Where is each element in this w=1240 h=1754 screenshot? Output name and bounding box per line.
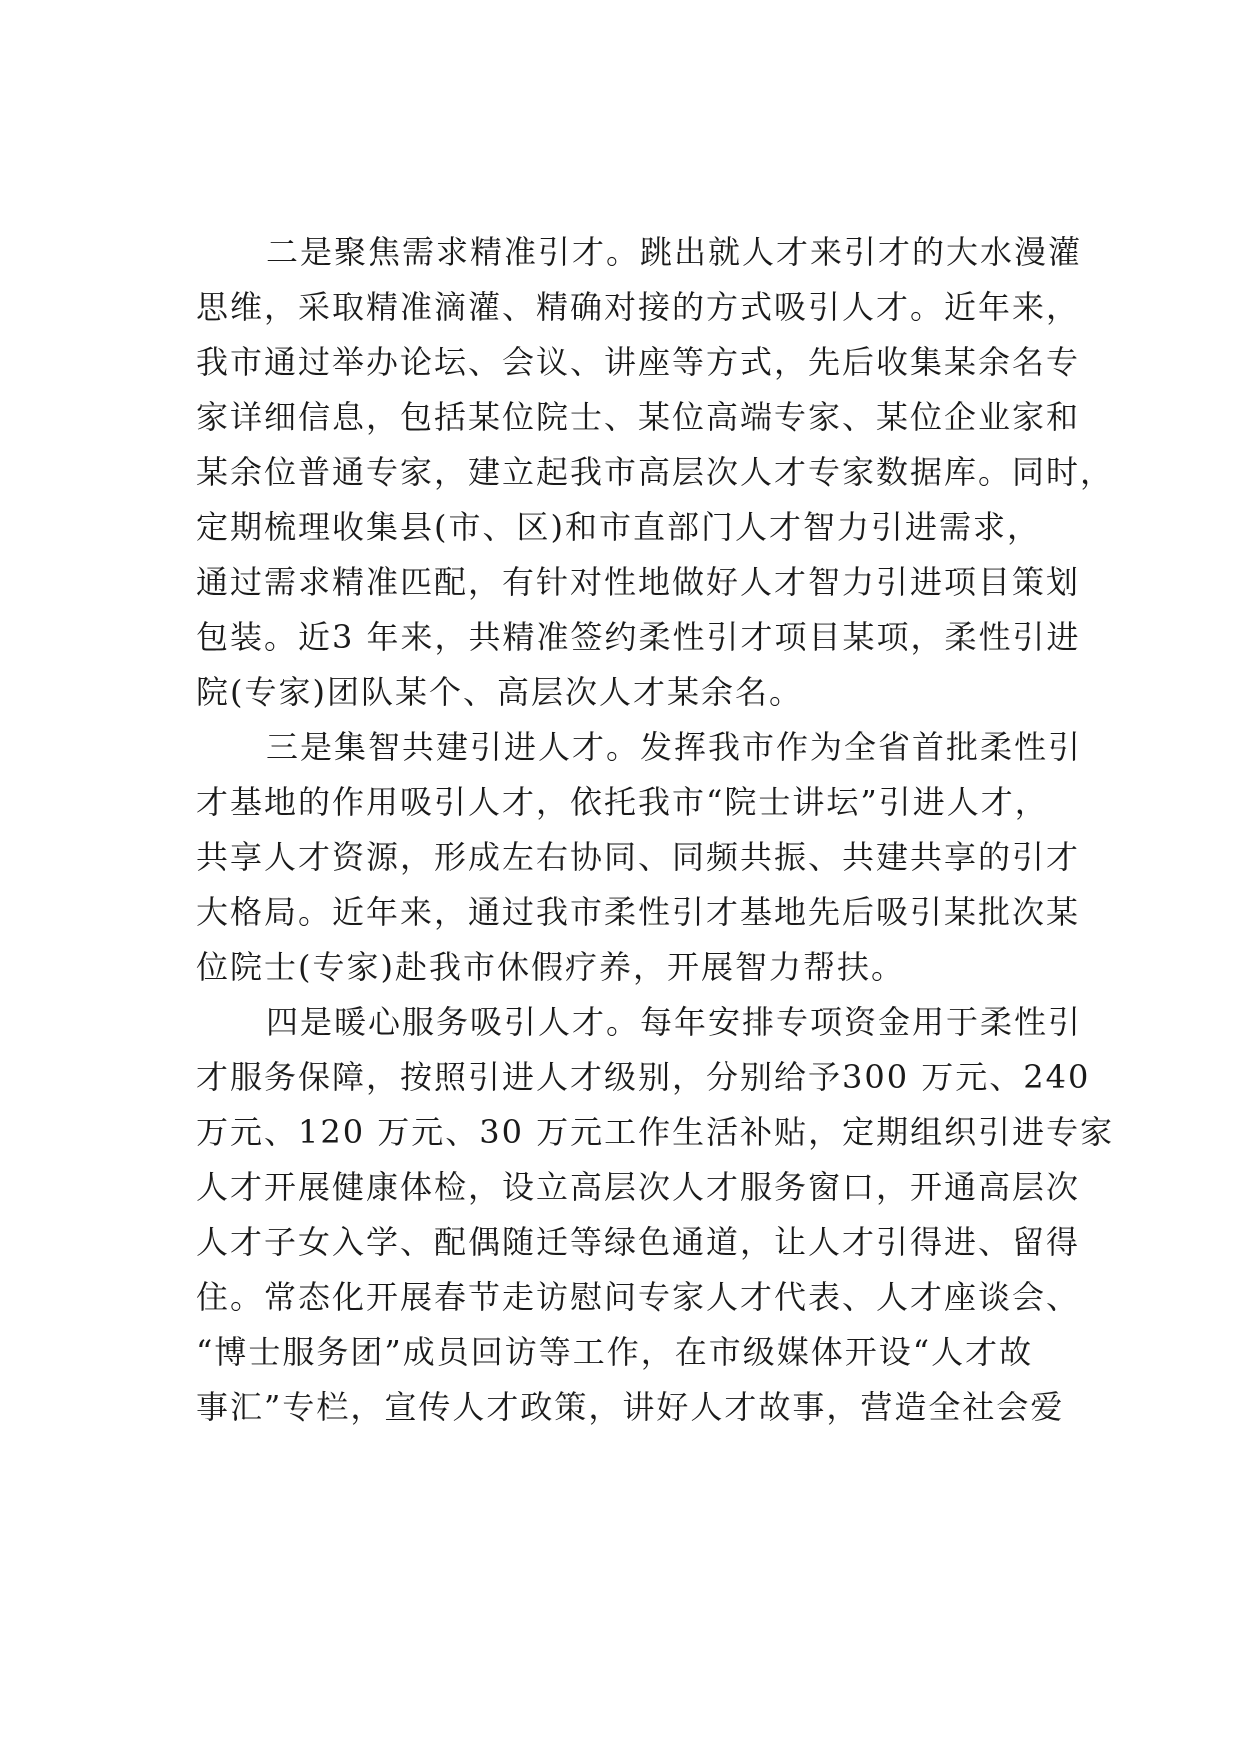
text-line: 二是聚焦需求精准引才。跳出就人才来引才的大水漫灌 [266,233,1083,271]
paragraph-caring-services [196,995,1115,1435]
text-line: 大格局。近年来，通过我市柔性引才基地先后吸引某批次某 [196,893,1081,931]
text-line: 位院士(专家)赴我市休假疗养，开展智力帮扶。 [196,948,905,986]
text-line: 思维，采取精准滴灌、精确对接的方式吸引人才。近年来， [196,288,1081,326]
text-line: 院(专家)团队某个、高层次人才某余名。 [196,673,803,711]
text-line: 万元、120 万元、30 万元工作生活补贴，定期组织引进专家 [196,1113,1115,1151]
text-line: 我市通过举办论坛、会议、讲座等方式，先后收集某余名专 [196,343,1081,381]
text-line: 共享人才资源，形成左右协同、同频共振、共建共享的引才 [196,838,1081,876]
text-line: 定期梳理收集县(市、区)和市直部门人才智力引进需求， [196,508,1041,546]
text-line: 四是暖心服务吸引人才。每年安排专项资金用于柔性引 [266,1003,1083,1041]
text-line: 包装。近3 年来，共精准签约柔性引才项目某项，柔性引进 [196,618,1081,656]
text-line: 某余位普通专家，建立起我市高层次人才专家数据库。同时， [196,453,1115,491]
text-line: 住。常态化开展春节走访慰问专家人才代表、人才座谈会、 [196,1278,1081,1316]
text-line: 才基地的作用吸引人才，依托我市“院士讲坛”引进人才， [196,783,1049,821]
paragraph-collaborative-building [196,720,1083,995]
text-line: 家详细信息，包括某位院士、某位高端专家、某位企业家和 [196,398,1081,436]
text-line: 人才开展健康体检，设立高层次人才服务窗口，开通高层次 [196,1168,1081,1206]
text-line: 通过需求精准匹配，有针对性地做好人才智力引进项目策划 [196,563,1081,601]
text-line: 人才子女入学、配偶随迁等绿色通道，让人才引得进、留得 [196,1223,1081,1261]
document-body [196,225,1115,1435]
text-line: 三是集智共建引进人才。发挥我市作为全省首批柔性引 [266,728,1083,766]
text-line: 事汇”专栏，宣传人才政策，讲好人才故事，营造全社会爱 [196,1388,1065,1426]
text-line: 才服务保障，按照引进人才级别，分别给予300 万元、240 [196,1058,1091,1096]
paragraph-demand-driven [196,225,1115,720]
text-line: “博士服务团”成员回访等工作，在市级媒体开设“人才故 [196,1333,1034,1371]
